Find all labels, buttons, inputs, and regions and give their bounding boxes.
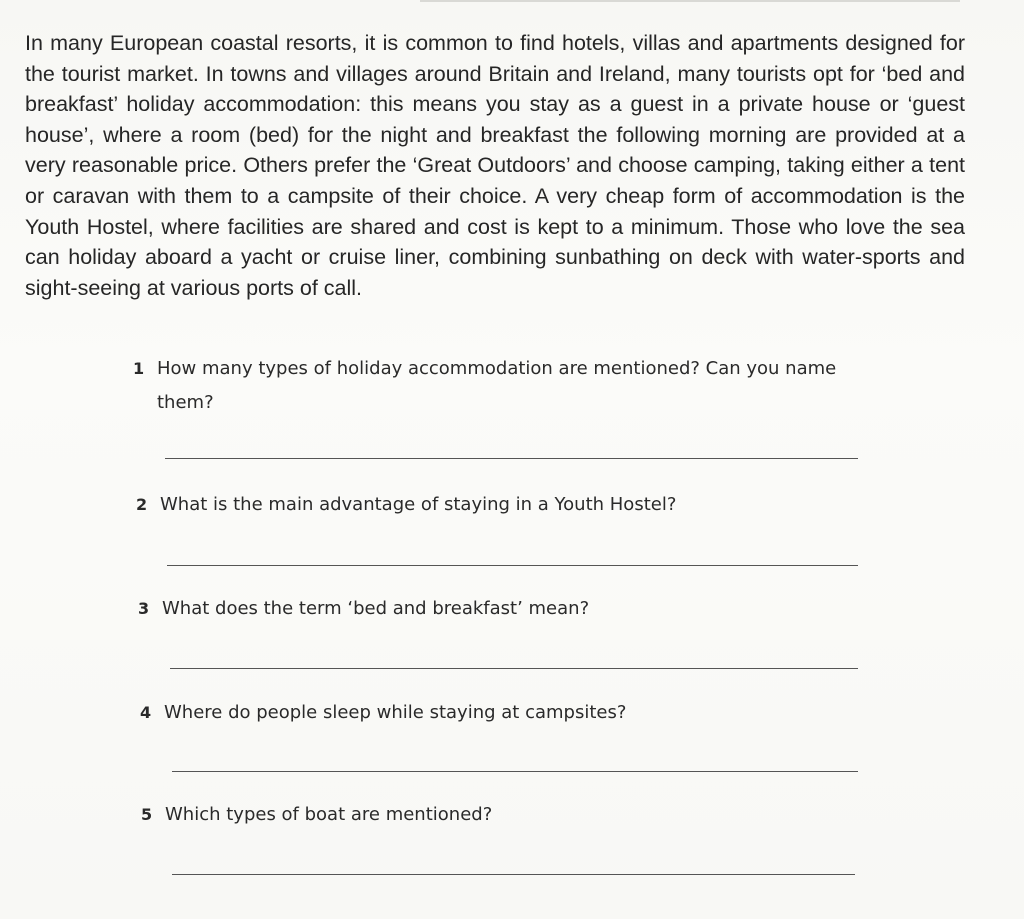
question-number: 2 bbox=[136, 495, 148, 514]
question-number: 3 bbox=[138, 599, 150, 618]
question-text: What is the main advantage of staying in a Youth Hostel? bbox=[160, 494, 677, 515]
answer-line-5[interactable] bbox=[172, 874, 855, 875]
question-number: 1 bbox=[133, 359, 145, 378]
answer-line-4[interactable] bbox=[172, 771, 858, 772]
question-number: 5 bbox=[141, 805, 153, 824]
question-text: Which types of boat are mentioned? bbox=[165, 804, 493, 825]
question-text: How many types of holiday accommodation are mentioned? Can you name them? bbox=[157, 358, 837, 413]
question-text: Where do people sleep while staying at campsites? bbox=[164, 702, 627, 723]
answer-line-1[interactable] bbox=[165, 458, 858, 459]
answer-line-3[interactable] bbox=[170, 668, 858, 669]
reading-passage: In many European coastal resorts, it is common to find hotels, villas and apartments designed for the tourist market. In towns and villages around Britain and Ireland, many tourists opt for ‘bed and breakfast’ holiday accommodation: this means you stay as a guest in a private house or ‘guest house’, where a room (bed) for the night and breakfast the following morning are provided at a very reasonable price. Others prefer the ‘Great Outdoors’ and choose camping, taking either a tent or caravan with them to a campsite of their choice. A very cheap form of accommodation is the Youth Hostel, where facilities are shared and cost is kept to a minimum. Those who love the sea can holiday aboard a yacht or cruise liner, combining sunbathing on deck with water-sports and sight-seeing at various ports of call. bbox=[25, 31, 965, 300]
question-number: 4 bbox=[140, 703, 152, 722]
answer-line-2[interactable] bbox=[167, 565, 858, 566]
question-text: What does the term ‘bed and breakfast’ mean? bbox=[162, 598, 590, 619]
